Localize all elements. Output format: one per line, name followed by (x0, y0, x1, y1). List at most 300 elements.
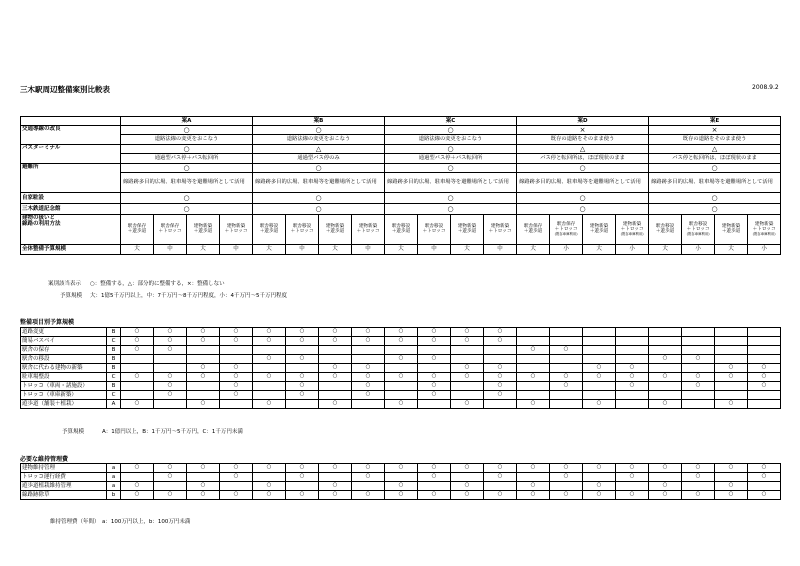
maint-mark (682, 482, 715, 491)
item-mark: ○ (649, 355, 682, 364)
traffic-improvement-symbol: ○ (121, 126, 253, 135)
item-mark: ○ (319, 400, 352, 409)
parking-label: 自家駐設 (21, 193, 121, 204)
item-mark (484, 346, 517, 355)
item-grade: C (107, 391, 121, 400)
building-usage-cell (418, 215, 451, 245)
evacuation-site-comment: 線路跡多目的広場、駐車場等を避難場所として活用 (385, 173, 517, 193)
maint-mark (253, 473, 286, 482)
item-mark (616, 355, 649, 364)
item-grade: C (107, 337, 121, 346)
building-usage-line-1: 建物新築 (589, 223, 609, 229)
maint-mark (385, 473, 418, 482)
item-mark (286, 364, 319, 373)
overall-budget-value: 中 (154, 245, 187, 255)
item-mark (550, 337, 583, 346)
item-mark: ○ (517, 346, 550, 355)
maint-mark: ○ (418, 464, 451, 473)
item-row (21, 364, 781, 373)
building-usage-cell (715, 215, 748, 245)
item-mark: ○ (583, 400, 616, 409)
item-row (21, 337, 781, 346)
item-mark: ○ (484, 364, 517, 373)
item-mark: ○ (682, 355, 715, 364)
maint-mark: ○ (583, 482, 616, 491)
maint-name: トロッコ運行経費 (21, 473, 107, 482)
plan-header-1: 案B (253, 117, 385, 126)
item-mark (616, 400, 649, 409)
maint-mark (154, 482, 187, 491)
items-heading: 整備項目別予算規模 (20, 319, 75, 326)
item-mark: ○ (253, 355, 286, 364)
overall-budget-value: 小 (682, 245, 715, 255)
item-mark: ○ (220, 373, 253, 382)
maint-mark: ○ (385, 482, 418, 491)
building-usage-line-2: ＋トロッコ (422, 228, 446, 234)
overall-budget-value: 大 (517, 245, 550, 255)
item-row (21, 382, 781, 391)
item-mark: ○ (517, 400, 550, 409)
maint-mark: ○ (484, 473, 517, 482)
overall-budget-label: 全体整備予算規模 (21, 245, 121, 255)
item-mark: ○ (352, 364, 385, 373)
building-usage-line-1: 建物新築 (226, 223, 246, 229)
bus-terminal-comment-row (21, 154, 781, 164)
item-mark (385, 346, 418, 355)
maint-mark: ○ (517, 491, 550, 500)
item-mark: ○ (121, 337, 154, 346)
item-mark: ○ (286, 337, 319, 346)
item-name: 駅舎の移設 (21, 355, 107, 364)
traffic-improvement-label: 交通導線の改良 (21, 126, 121, 145)
maint-grade: a (107, 464, 121, 473)
traffic-improvement-symbol: × (517, 126, 649, 135)
traffic-improvement-comment-row (21, 135, 781, 145)
bus-terminal-symbol: ○ (121, 145, 253, 154)
item-name: 駐車場整設 (21, 373, 107, 382)
item-mark (715, 391, 748, 400)
maint-mark: ○ (583, 491, 616, 500)
maint-mark: ○ (319, 491, 352, 500)
item-row (21, 373, 781, 382)
maint-mark (286, 482, 319, 491)
item-mark (121, 355, 154, 364)
building-usage-cell (550, 215, 583, 245)
item-mark: ○ (418, 373, 451, 382)
items-note-text: A：1億円以上，B：1千万円～5千万円，C：1千万円未満 (102, 429, 243, 435)
item-mark: ○ (385, 373, 418, 382)
maint-name: 建物維持管理 (21, 464, 107, 473)
traffic-improvement-comment: 道路法線の変更をおこなう (121, 135, 253, 145)
parking-symbol: ○ (121, 193, 253, 204)
bus-terminal-label: バスターミナル (21, 145, 121, 164)
building-usage-cell (253, 215, 286, 245)
maint-mark: ○ (715, 464, 748, 473)
traffic-improvement-comment: 道路法線の変更をおこなう (253, 135, 385, 145)
parking-symbol: ○ (649, 193, 781, 204)
maint-mark: ○ (616, 491, 649, 500)
plan-header-2: 案C (385, 117, 517, 126)
maint-mark: ○ (649, 491, 682, 500)
item-mark (616, 337, 649, 346)
maint-mark: ○ (352, 473, 385, 482)
item-name: トロッコ（車両・諸施設） (21, 382, 107, 391)
building-usage-cell (286, 215, 319, 245)
item-mark (253, 346, 286, 355)
building-usage-line-1: 建物新築 (193, 223, 213, 229)
item-mark (682, 337, 715, 346)
building-usage-line-2: ＋トロッコ (488, 228, 512, 234)
maint-mark: ○ (418, 491, 451, 500)
item-mark: ○ (484, 382, 517, 391)
maint-row (21, 482, 781, 491)
building-usage-line-1: 建物新築 (457, 223, 477, 229)
building-usage-line-2: ＋トロッコ (620, 226, 644, 232)
item-mark (319, 346, 352, 355)
item-grade: B (107, 328, 121, 337)
building-usage-line-2: ＋遊歩道 (523, 228, 543, 234)
maint-mark (583, 473, 616, 482)
item-mark (220, 355, 253, 364)
museum-row (21, 204, 781, 215)
maint-mark: ○ (682, 464, 715, 473)
building-usage-cell (154, 215, 187, 245)
item-mark (352, 346, 385, 355)
item-mark: ○ (253, 400, 286, 409)
item-mark (286, 400, 319, 409)
overall-budget-value: 大 (451, 245, 484, 255)
building-usage-cell (616, 215, 649, 245)
item-mark: ○ (220, 391, 253, 400)
maint-mark: ○ (715, 491, 748, 500)
building-usage-label-1: 建物の扱いと (22, 215, 56, 221)
item-mark (550, 328, 583, 337)
maint-mark: ○ (220, 491, 253, 500)
item-mark: ○ (253, 337, 286, 346)
overall-budget-value: 中 (352, 245, 385, 255)
maint-mark: ○ (187, 464, 220, 473)
traffic-improvement-symbol: ○ (385, 126, 517, 135)
maint-mark: ○ (352, 464, 385, 473)
maint-mark: ○ (550, 464, 583, 473)
maint-mark: ○ (484, 464, 517, 473)
maint-mark: ○ (286, 464, 319, 473)
building-usage-note: (既存車庫利用) (686, 231, 710, 236)
item-mark (682, 391, 715, 400)
item-mark: ○ (616, 373, 649, 382)
museum-label: 三木鉄道記念館 (21, 204, 121, 215)
maint-grade: b (107, 491, 121, 500)
maint-mark: ○ (550, 473, 583, 482)
item-mark (187, 346, 220, 355)
building-usage-line-2: ＋遊歩道 (655, 228, 675, 234)
maint-mark: ○ (649, 464, 682, 473)
item-mark: ○ (352, 373, 385, 382)
item-grade: A (107, 400, 121, 409)
item-mark: ○ (451, 400, 484, 409)
parking-symbol: ○ (253, 193, 385, 204)
item-mark (748, 328, 781, 337)
maint-row (21, 491, 781, 500)
item-mark (682, 400, 715, 409)
maint-mark: ○ (154, 491, 187, 500)
item-name: 駅舎の保存 (21, 346, 107, 355)
overall-budget-value: 大 (715, 245, 748, 255)
evacuation-site-symbol: ○ (253, 164, 385, 173)
maint-row (21, 473, 781, 482)
building-usage-line-2: ＋遊歩道 (721, 228, 741, 234)
bus-terminal-symbol: △ (253, 145, 385, 154)
evacuation-site-label: 避難所 (21, 164, 121, 193)
building-usage-line-2: ＋遊歩道 (589, 228, 609, 234)
items-note-label: 予算規模 (62, 429, 85, 435)
item-mark: ○ (550, 346, 583, 355)
overall-budget-value: 小 (616, 245, 649, 255)
budget-scale-text: 大：1億5千万円以上，中：7千万円～8千万円程度，小：4千万円～5千万円程度 (90, 293, 287, 299)
bus-terminal-comment: 通過型バス停＋バス転回所 (385, 154, 517, 164)
item-mark (253, 364, 286, 373)
item-mark (649, 382, 682, 391)
item-mark (649, 337, 682, 346)
item-mark (682, 328, 715, 337)
item-mark (715, 337, 748, 346)
maint-mark: ○ (451, 491, 484, 500)
maint-grade: a (107, 482, 121, 491)
building-usage-line-2: ＋トロッコ (686, 226, 710, 232)
parking-symbol: ○ (385, 193, 517, 204)
item-mark (616, 391, 649, 400)
museum-symbol: ○ (385, 204, 517, 215)
item-row (21, 355, 781, 364)
maint-mark: ○ (682, 491, 715, 500)
item-row (21, 400, 781, 409)
item-mark: ○ (220, 328, 253, 337)
building-usage-line-1: 駅舎移設 (391, 223, 411, 229)
maintenance-note-text: a：100万円以上，b：100万円未満 (102, 519, 191, 525)
building-usage-cell (385, 215, 418, 245)
item-mark: ○ (154, 382, 187, 391)
item-mark: ○ (286, 391, 319, 400)
item-mark: ○ (583, 373, 616, 382)
maint-mark: ○ (583, 464, 616, 473)
building-usage-line-2: ＋遊歩道 (127, 228, 147, 234)
maint-mark: ○ (517, 482, 550, 491)
building-usage-line-1: 駅舎移設 (655, 223, 675, 229)
maint-mark: ○ (682, 473, 715, 482)
item-mark: ○ (616, 364, 649, 373)
item-name: 遊歩道（舗装＋植栽） (21, 400, 107, 409)
item-mark (583, 346, 616, 355)
building-usage-row (21, 215, 781, 245)
building-usage-label-2: 線路の利用方法 (22, 221, 61, 228)
item-row (21, 346, 781, 355)
item-mark (649, 391, 682, 400)
item-mark: ○ (550, 373, 583, 382)
item-mark (517, 391, 550, 400)
item-mark (583, 382, 616, 391)
item-mark: ○ (484, 337, 517, 346)
item-mark: ○ (550, 382, 583, 391)
maint-mark: ○ (121, 464, 154, 473)
maint-mark: ○ (451, 482, 484, 491)
building-usage-line-1: 建物新築 (622, 221, 642, 227)
item-mark (616, 346, 649, 355)
evacuation-site-symbol: ○ (517, 164, 649, 173)
evacuation-site-symbol: ○ (121, 164, 253, 173)
building-usage-cell (517, 215, 550, 245)
plan-header-0: 案A (121, 117, 253, 126)
maint-mark: ○ (253, 464, 286, 473)
maint-mark: ○ (616, 464, 649, 473)
budget-scale-label: 予算規模 (60, 293, 83, 299)
item-mark: ○ (187, 364, 220, 373)
building-usage-line-2: ＋トロッコ (290, 228, 314, 234)
item-mark: ○ (385, 328, 418, 337)
plan-header-row (21, 117, 781, 126)
maint-mark: ○ (121, 482, 154, 491)
item-mark: ○ (517, 373, 550, 382)
maint-mark (715, 473, 748, 482)
overall-budget-value: 小 (748, 245, 781, 255)
plan-header-4: 案E (649, 117, 781, 126)
traffic-improvement-comment: 既存の道路をそのまま使う (649, 135, 781, 145)
overall-budget-value: 大 (187, 245, 220, 255)
item-mark (748, 391, 781, 400)
item-mark: ○ (220, 382, 253, 391)
item-mark: ○ (385, 337, 418, 346)
item-mark: ○ (286, 382, 319, 391)
maint-mark: ○ (220, 473, 253, 482)
overall-budget-value: 大 (583, 245, 616, 255)
item-mark: ○ (187, 328, 220, 337)
evacuation-site-comment: 線路跡多目的広場、駐車場等を避難場所として活用 (253, 173, 385, 193)
item-mark (715, 355, 748, 364)
parking-symbol: ○ (517, 193, 649, 204)
item-mark: ○ (121, 400, 154, 409)
item-mark: ○ (154, 373, 187, 382)
parking-row (21, 193, 781, 204)
building-usage-line-1: 駅舎移設 (292, 223, 312, 229)
maint-mark (187, 473, 220, 482)
item-mark: ○ (715, 364, 748, 373)
building-usage-cell (220, 215, 253, 245)
building-usage-line-2: ＋トロッコ (554, 226, 578, 232)
item-mark (187, 391, 220, 400)
item-mark (583, 391, 616, 400)
building-usage-cell (484, 215, 517, 245)
evacuation-site-comment: 線路跡多目的広場、駐車場等を避難場所として活用 (649, 173, 781, 193)
item-mark: ○ (154, 391, 187, 400)
evacuation-site-symbol: ○ (385, 164, 517, 173)
item-mark: ○ (649, 400, 682, 409)
maint-mark: ○ (484, 491, 517, 500)
item-row (21, 328, 781, 337)
item-mark (319, 382, 352, 391)
building-usage-line-1: 駅舎移設 (688, 221, 708, 227)
museum-symbol: ○ (253, 204, 385, 215)
item-mark (385, 391, 418, 400)
building-usage-line-2: ＋遊歩道 (193, 228, 213, 234)
item-mark: ○ (286, 373, 319, 382)
building-usage-line-1: 駅舎移設 (259, 223, 279, 229)
museum-symbol: ○ (517, 204, 649, 215)
maint-row (21, 464, 781, 473)
item-mark: ○ (451, 337, 484, 346)
museum-symbol: ○ (121, 204, 253, 215)
item-mark: ○ (451, 328, 484, 337)
item-mark: ○ (451, 373, 484, 382)
maintenance-table (20, 463, 781, 500)
item-mark: ○ (253, 328, 286, 337)
traffic-improvement-comment: 道路法線の変更をおこなう (385, 135, 517, 145)
evacuation-site-symbol-row (21, 164, 781, 173)
building-usage-cell (583, 215, 616, 245)
building-usage-line-1: 駅舎保存 (127, 223, 147, 229)
legend-text: ○：整備する，△：部分的に整備する，×：整備しない (90, 281, 225, 287)
building-usage-cell (319, 215, 352, 245)
item-mark (385, 364, 418, 373)
item-mark: ○ (682, 382, 715, 391)
building-usage-line-2: ＋遊歩道 (391, 228, 411, 234)
overall-budget-value: 大 (319, 245, 352, 255)
item-mark: ○ (121, 346, 154, 355)
item-mark (583, 328, 616, 337)
item-mark (616, 328, 649, 337)
overall-budget-value: 大 (385, 245, 418, 255)
maint-mark: ○ (154, 473, 187, 482)
item-mark: ○ (121, 373, 154, 382)
overall-budget-row (21, 245, 781, 255)
items-budget-table (20, 327, 781, 409)
item-mark (451, 355, 484, 364)
traffic-improvement-symbol: ○ (253, 126, 385, 135)
item-mark: ○ (352, 391, 385, 400)
bus-terminal-symbol: △ (649, 145, 781, 154)
item-mark (649, 364, 682, 373)
evacuation-site-comment: 線路跡多目的広場、駐車場等を避難場所として活用 (121, 173, 253, 193)
item-mark (187, 382, 220, 391)
bus-terminal-symbol: △ (517, 145, 649, 154)
item-mark: ○ (253, 373, 286, 382)
building-usage-note: (既存車庫利用) (752, 231, 776, 236)
item-grade: B (107, 364, 121, 373)
overall-budget-value: 大 (121, 245, 154, 255)
building-usage-line-2: ＋遊歩道 (457, 228, 477, 234)
item-mark (715, 328, 748, 337)
building-usage-label (21, 215, 121, 245)
item-mark: ○ (418, 391, 451, 400)
building-usage-line-1: 駅舎移設 (424, 223, 444, 229)
item-mark (649, 328, 682, 337)
building-usage-note: (既存車庫利用) (554, 231, 578, 236)
maint-name: 遊歩道植栽維持管理 (21, 482, 107, 491)
item-mark (517, 382, 550, 391)
item-mark (649, 346, 682, 355)
item-mark: ○ (484, 391, 517, 400)
item-mark (748, 337, 781, 346)
building-usage-line-2: ＋トロッコ (356, 228, 380, 234)
item-mark: ○ (484, 328, 517, 337)
building-usage-cell (451, 215, 484, 245)
maint-mark: ○ (748, 491, 781, 500)
item-grade: B (107, 382, 121, 391)
evacuation-site-symbol: ○ (649, 164, 781, 173)
traffic-improvement-symbol-row (21, 126, 781, 135)
traffic-improvement-symbol: × (649, 126, 781, 135)
item-mark (550, 355, 583, 364)
item-mark (715, 346, 748, 355)
overall-budget-value: 大 (649, 245, 682, 255)
